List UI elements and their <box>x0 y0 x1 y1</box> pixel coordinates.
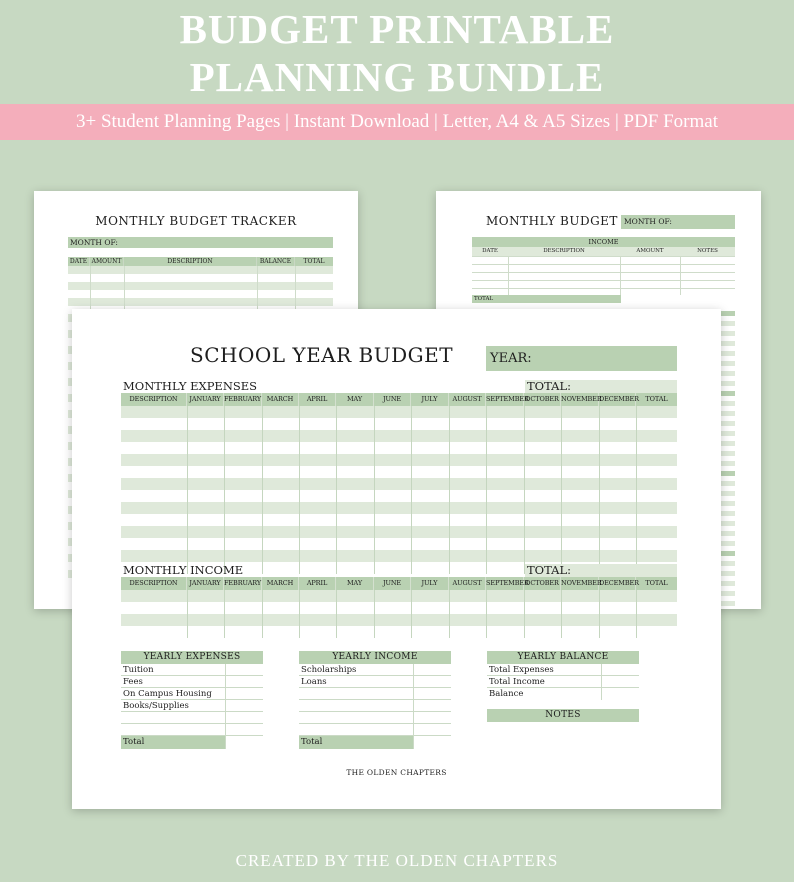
mb-lower-row <box>721 421 735 426</box>
feature-banner: 3+ Student Planning Pages | Instant Download | Letter, A4 & A5 Sizes | PDF Format <box>0 104 794 140</box>
mb-lower-row <box>721 321 735 326</box>
school-year-budget-sheet <box>72 309 721 809</box>
column-header-cell: DECEMBER <box>599 393 636 406</box>
yearly-income-blank <box>299 724 451 736</box>
mb-col-amount: AMOUNT <box>636 248 664 254</box>
tracker-col-total: TOTAL <box>303 258 325 265</box>
mb-lower-row <box>721 521 735 526</box>
mb-lower-row <box>721 431 735 436</box>
grid-row <box>121 454 677 466</box>
monthly-budget-total: TOTAL <box>472 295 621 303</box>
monthly-budget-title: MONTHLY BUDGET <box>486 214 618 228</box>
mb-column-line <box>680 256 681 295</box>
mb-lower-row <box>721 411 735 416</box>
yearly-expenses-title: YEARLY EXPENSES <box>121 651 263 664</box>
column-header-cell: DESCRIPTION <box>121 393 187 406</box>
column-header-cell: NOVEMBER <box>561 577 599 590</box>
grid-column-line <box>374 406 375 574</box>
monthly-expenses-label: MONTHLY EXPENSES <box>123 379 258 393</box>
grid-column-line <box>599 406 600 574</box>
mb-lower-row <box>721 551 735 556</box>
yearly-expenses-total: Total <box>121 736 225 749</box>
mb-column-line <box>620 256 621 295</box>
tracker-row <box>68 266 333 274</box>
grid-column-line <box>524 406 525 574</box>
column-header-cell: SEPTEMBER <box>486 577 524 590</box>
yearly-income-item: Scholarships <box>299 664 451 676</box>
column-header-cell: JANUARY <box>187 577 224 590</box>
grid-column-line <box>336 406 337 574</box>
column-header-cell: DECEMBER <box>599 577 636 590</box>
yearly-income-title: YEARLY INCOME <box>299 651 451 664</box>
tracker-col-date: DATE <box>68 257 90 266</box>
grid-column-line <box>262 590 263 638</box>
year-field: YEAR: <box>486 346 677 371</box>
column-header-cell: MAY <box>336 577 374 590</box>
column-header-cell: JUNE <box>374 577 411 590</box>
mb-lower-row <box>721 481 735 486</box>
grid-row <box>121 502 677 514</box>
yearly-balance-item: Total Expenses <box>487 664 639 676</box>
mb-row <box>472 280 735 281</box>
monthly-income-label: MONTHLY INCOME <box>123 563 244 577</box>
monthly-budget-column-header <box>472 247 735 256</box>
grid-column-line <box>486 590 487 638</box>
title-line-2: PLANNING BUNDLE <box>189 54 605 100</box>
grid-column-line <box>561 406 562 574</box>
grid-column-line <box>449 590 450 638</box>
grid-row <box>121 478 677 490</box>
grid-column-line <box>224 590 225 638</box>
column-header-cell: APRIL <box>299 577 336 590</box>
yearly-income-total: Total <box>299 736 413 749</box>
yearly-expenses-box <box>121 651 263 749</box>
mb-lower-row <box>721 531 735 536</box>
yearly-balance-title: YEARLY BALANCE <box>487 651 639 664</box>
tracker-title: MONTHLY BUDGET TRACKER <box>95 214 297 228</box>
tracker-row <box>68 282 333 290</box>
mb-row <box>472 264 735 265</box>
grid-column-line <box>187 406 188 574</box>
column-header-cell: JUNE <box>374 393 411 406</box>
yearly-balance-divider <box>601 664 602 700</box>
yearly-income-box <box>299 651 451 749</box>
column-header-cell: JULY <box>411 577 449 590</box>
tracker-col-balance: BALANCE <box>257 257 295 266</box>
mb-lower-row <box>721 471 735 476</box>
grid-column-line <box>224 406 225 574</box>
mb-lower-row <box>721 461 735 466</box>
grid-column-line <box>187 590 188 638</box>
grid-column-line <box>299 406 300 574</box>
grid-column-line <box>524 590 525 638</box>
grid-column-line <box>599 590 600 638</box>
yearly-expense-item: Fees <box>121 676 263 688</box>
column-header-cell: OCTOBER <box>524 577 561 590</box>
mb-col-date: DATE <box>482 248 498 254</box>
mb-col-description: DESCRIPTION <box>543 248 585 254</box>
tracker-column-header <box>68 257 333 266</box>
column-header-cell: TOTAL <box>645 395 668 403</box>
mb-lower-row <box>721 361 735 366</box>
monthly-income-total: TOTAL: <box>525 564 677 577</box>
mb-lower-row <box>721 381 735 386</box>
mb-lower-row <box>721 581 735 586</box>
tracker-col-description: DESCRIPTION <box>124 257 257 266</box>
column-header-cell: AUGUST <box>449 577 486 590</box>
grid-column-line <box>561 590 562 638</box>
yearly-balance-item: Total Income <box>487 676 639 688</box>
column-header-cell: MAY <box>336 393 374 406</box>
grid-column-line <box>262 406 263 574</box>
mb-col-notes: NOTES <box>697 248 718 254</box>
grid-row <box>121 614 677 626</box>
tracker-col-amount: AMOUNT <box>90 257 124 266</box>
mb-lower-row <box>721 401 735 406</box>
yearly-expense-item: Books/Supplies <box>121 700 263 712</box>
yearly-income-blank <box>299 688 451 700</box>
footer-credit: CREATED BY THE OLDEN CHAPTERS <box>235 851 559 870</box>
mb-row <box>472 288 735 289</box>
mb-lower-row <box>721 511 735 516</box>
mb-lower-row <box>721 491 735 496</box>
yearly-balance-box <box>487 651 639 722</box>
mb-lower-row <box>721 501 735 506</box>
mb-lower-row <box>721 371 735 376</box>
grid-row <box>121 526 677 538</box>
sheet-credit: THE OLDEN CHAPTERS <box>346 768 447 777</box>
mb-column-line <box>508 256 509 295</box>
column-header-cell: AUGUST <box>449 393 486 406</box>
column-header-cell: APRIL <box>299 393 336 406</box>
expenses-column-header <box>121 393 677 406</box>
yearly-expense-blank <box>121 724 263 736</box>
mb-lower-row <box>721 391 735 396</box>
grid-column-line <box>486 406 487 574</box>
tracker-row <box>68 298 333 306</box>
mb-lower-row <box>721 541 735 546</box>
yearly-income-item: Loans <box>299 676 451 688</box>
grid-column-line <box>374 590 375 638</box>
yearly-income-blank <box>299 700 451 712</box>
monthly-budget-income-header: INCOME <box>472 237 735 247</box>
column-header-cell: FEBRUARY <box>224 577 262 590</box>
column-header-cell: OCTOBER <box>524 393 561 406</box>
mb-row <box>472 272 735 273</box>
tracker-month-field: MONTH OF: <box>68 237 333 248</box>
mb-lower-row <box>721 601 735 606</box>
mb-lower-row <box>721 441 735 446</box>
column-header-cell: JANUARY <box>187 393 224 406</box>
column-header-cell: NOVEMBER <box>561 393 599 406</box>
mb-lower-row <box>721 591 735 596</box>
column-header-cell: DESCRIPTION <box>121 577 187 590</box>
grid-column-line <box>636 590 637 638</box>
mb-lower-row <box>721 311 735 316</box>
column-header-cell: MARCH <box>262 577 299 590</box>
mb-row <box>472 256 735 257</box>
column-header-cell: TOTAL <box>645 579 668 587</box>
grid-column-line <box>336 590 337 638</box>
mb-lower-row <box>721 451 735 456</box>
mb-lower-row <box>721 331 735 336</box>
column-header-cell: FEBRUARY <box>224 393 262 406</box>
grid-column-line <box>411 406 412 574</box>
yearly-income-divider <box>413 664 414 749</box>
yearly-balance-item: Balance <box>489 689 524 699</box>
notes-header: NOTES <box>487 709 639 722</box>
income-column-header <box>121 577 677 590</box>
grid-row <box>121 406 677 418</box>
grid-column-line <box>449 406 450 574</box>
column-header-cell: MARCH <box>262 393 299 406</box>
grid-column-line <box>636 406 637 574</box>
mb-lower-row <box>721 341 735 346</box>
grid-column-line <box>299 590 300 638</box>
grid-row <box>121 550 677 562</box>
yearly-income-blank <box>299 712 451 724</box>
yearly-expenses-divider <box>225 664 226 749</box>
yearly-expense-item: On Campus Housing <box>121 688 263 700</box>
column-header-cell: JULY <box>411 393 449 406</box>
column-header-cell: SEPTEMBER <box>486 393 524 406</box>
school-year-title: SCHOOL YEAR BUDGET <box>190 343 454 367</box>
title-line-1: BUDGET PRINTABLE <box>179 6 615 52</box>
mb-lower-row <box>721 561 735 566</box>
monthly-budget-month-field: MONTH OF: <box>621 215 735 229</box>
mb-lower-row <box>721 351 735 356</box>
grid-column-line <box>411 590 412 638</box>
yearly-expense-blank <box>121 712 263 724</box>
monthly-expenses-total: TOTAL: <box>525 380 677 393</box>
grid-row <box>121 430 677 442</box>
mb-lower-row <box>721 571 735 576</box>
yearly-expense-item: Tuition <box>121 664 263 676</box>
grid-row <box>121 590 677 602</box>
